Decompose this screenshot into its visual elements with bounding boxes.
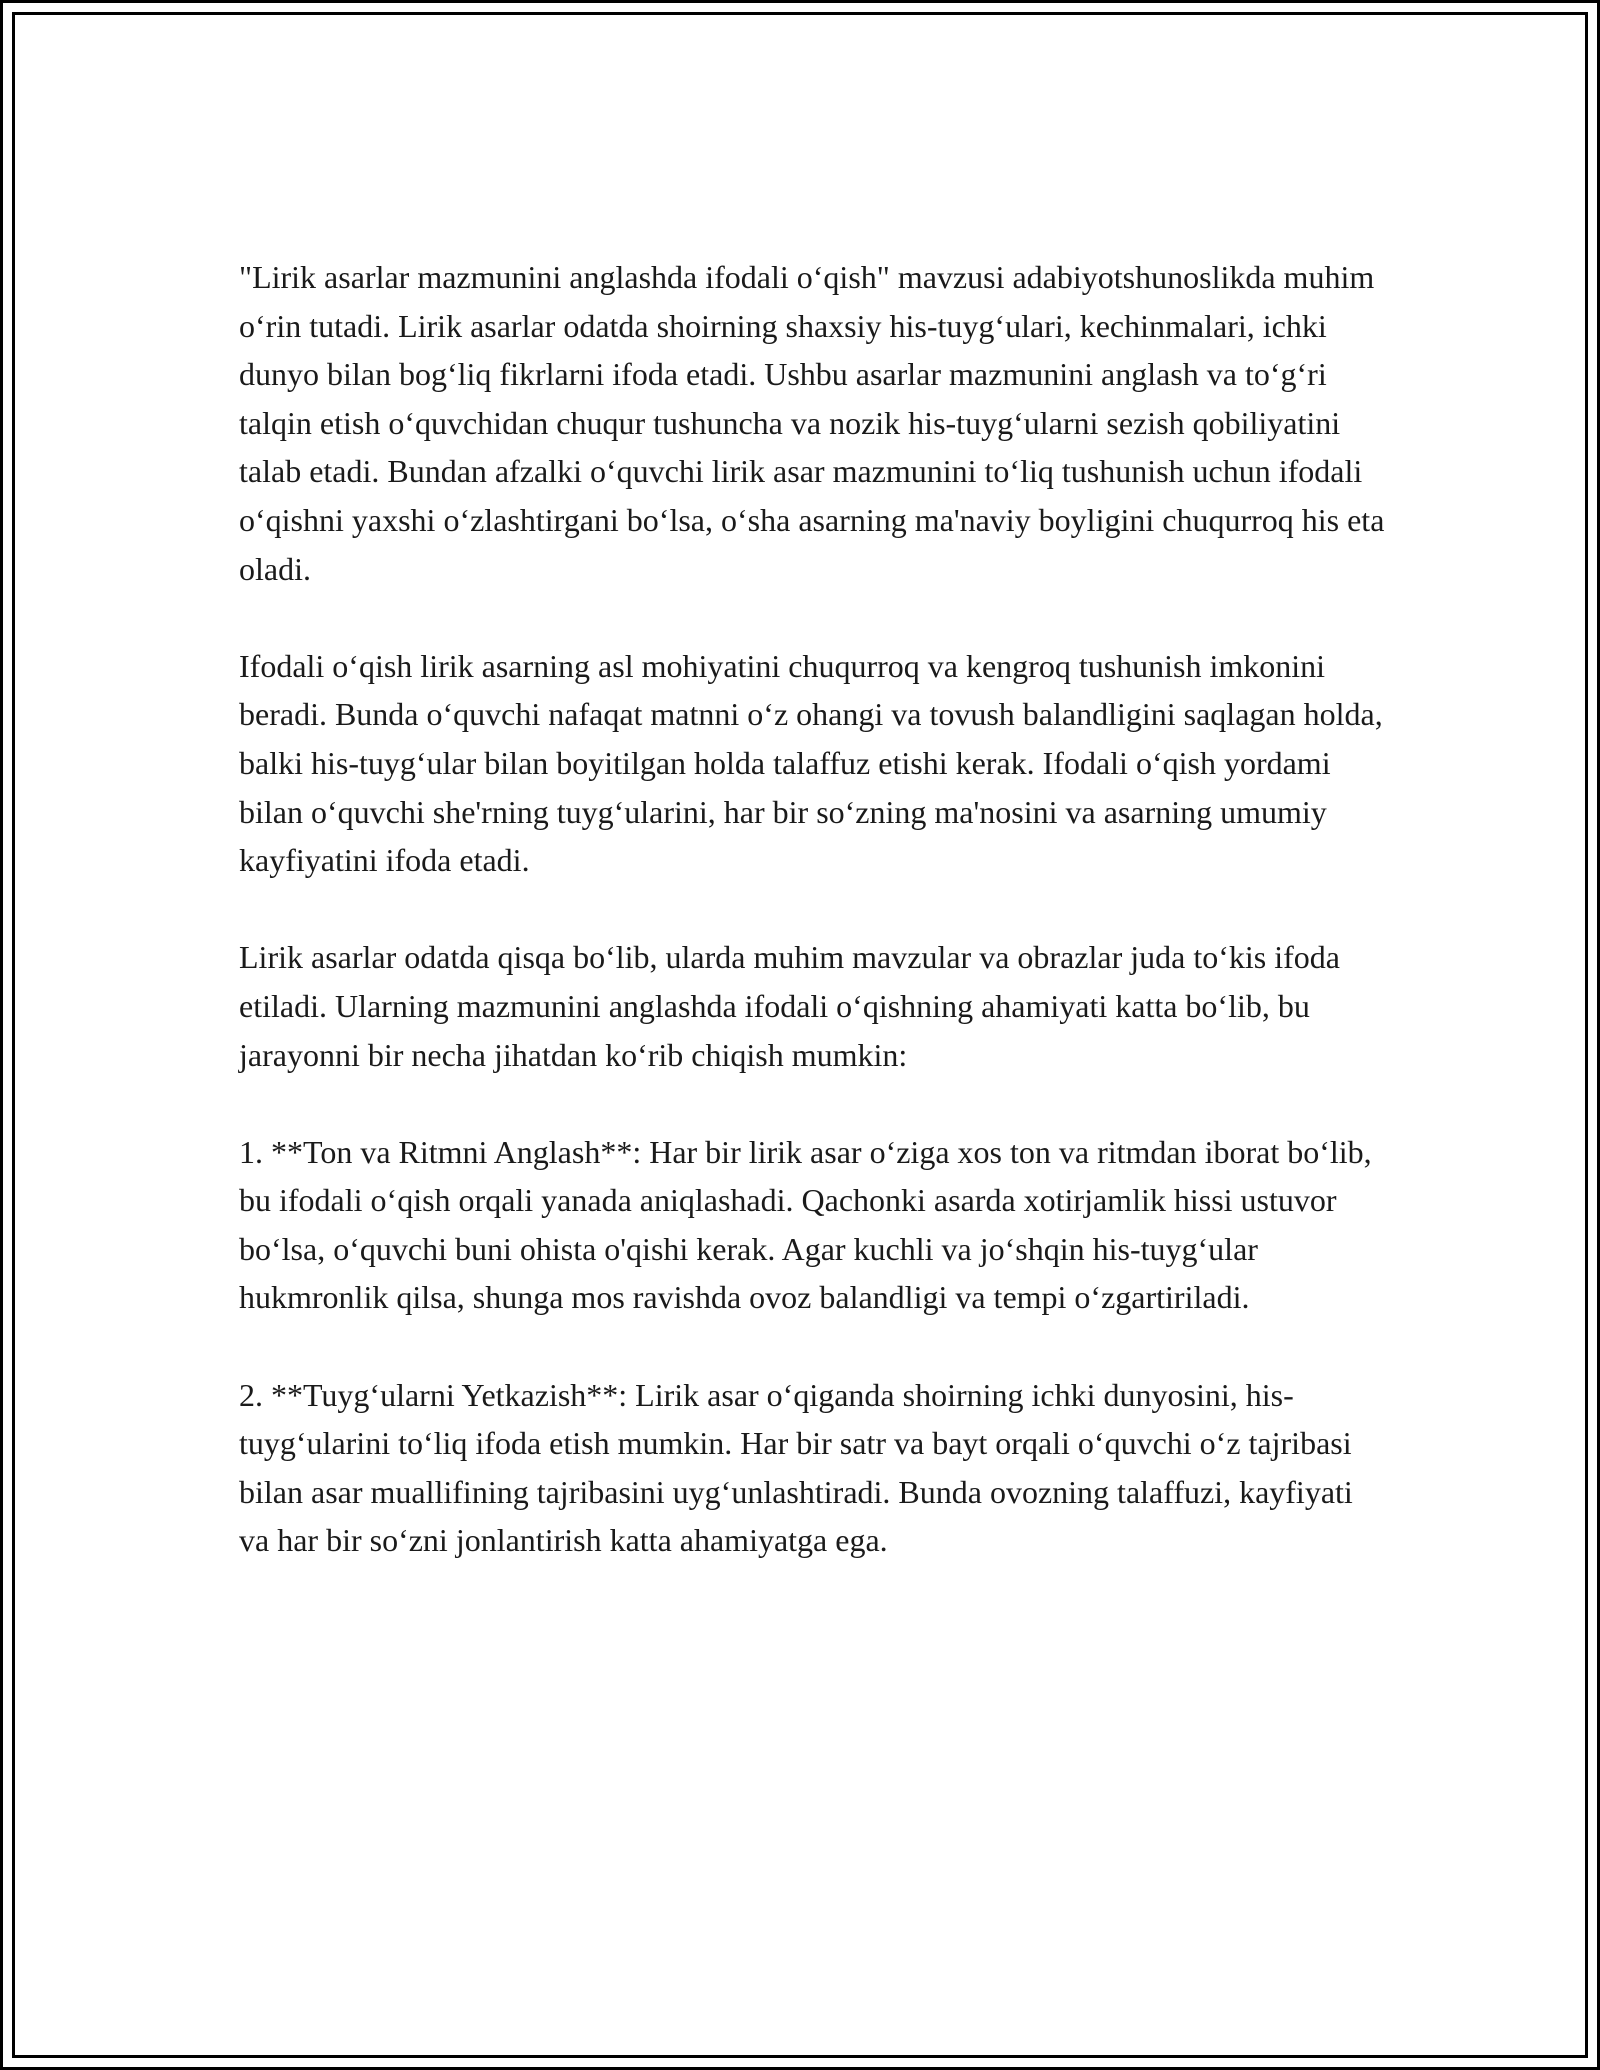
intro-paragraph: "Lirik asarlar mazmunini anglashda ifodali o‘qish" mavzusi adabiyotshunoslikda muhim o‘rin tutadi. Lirik asarlar odatda shoirning shaxsiy his-tuyg‘ulari, kechinmalari, ichki dunyo bilan bog‘liq fikrlarni ifoda etadi. Ushbu asarlar mazmunini anglash va to‘g‘ri talqin etish o‘quvchidan chuqur tushuncha va nozik his-tuyg‘ularni sezish qobiliyatini talab etadi. Bundan afzalki o‘quvchi lirik asar mazmunini to‘liq tushunish uchun ifodali o‘qishni yaxshi o‘zlashtirgani bo‘lsa, o‘sha asarning ma'naviy boyligini chuqurroq his eta oladi. bbox=[239, 259, 1385, 587]
list-item-tone-rhythm: 1. **Ton va Ritmni Anglash**: Har bir lirik asar o‘ziga xos ton va ritmdan iborat bo‘lib, bu ifodali o‘qish orqali yanada aniqlashadi. Qachonki asarda xotirjamlik hissi ustuvor bo‘lsa, o‘quvchi buni ohista o'qishi kerak. Agar kuchli va jo‘shqin his-tuyg‘ular hukmronlik qilsa, shunga mos ravishda ovoz balandligi va tempi o‘zgartiriladi. bbox=[239, 1133, 1372, 1316]
expressive-reading-paragraph: Ifodali o‘qish lirik asarning asl mohiyatini chuqurroq va kengroq tushunish imkonini beradi. Bunda o‘quvchi nafaqat matnni o‘z ohangi va tovush balandligini saqlagan holda, balki his-tuyg‘ular bilan boyitilgan holda talaffuz etishi kerak. Ifodali o‘qish yordami bilan o‘quvchi she'rning tuyg‘ularini, har bir so‘zning ma'nosini va asarning umumiy kayfiyatini ifoda etadi. bbox=[239, 647, 1383, 879]
lyric-works-paragraph: Lirik asarlar odatda qisqa bo‘lib, ularda muhim mavzular va obrazlar juda to‘kis ifoda etiladi. Ularning mazmunini anglashda ifodali o‘qishning ahamiyati katta bo‘lib, bu jarayonni bir necha jihatdan ko‘rib chiqish mumkin: bbox=[239, 939, 1340, 1073]
document-body bbox=[239, 253, 1389, 1565]
list-item-conveying-feelings: 2. **Tuyg‘ularni Yetkazish**: Lirik asar o‘qiganda shoirning ichki dunyosini, his-tuyg‘ularini to‘liq ifoda etish mumkin. Har bir satr va bayt orqali o‘quvchi o‘z tajribasi bilan asar muallifining tajribasini uyg‘unlashtiradi. Bunda ovozning talaffuzi, kayfiyati va har bir so‘zni jonlantirish katta ahamiyatga ega. bbox=[239, 1376, 1353, 1559]
